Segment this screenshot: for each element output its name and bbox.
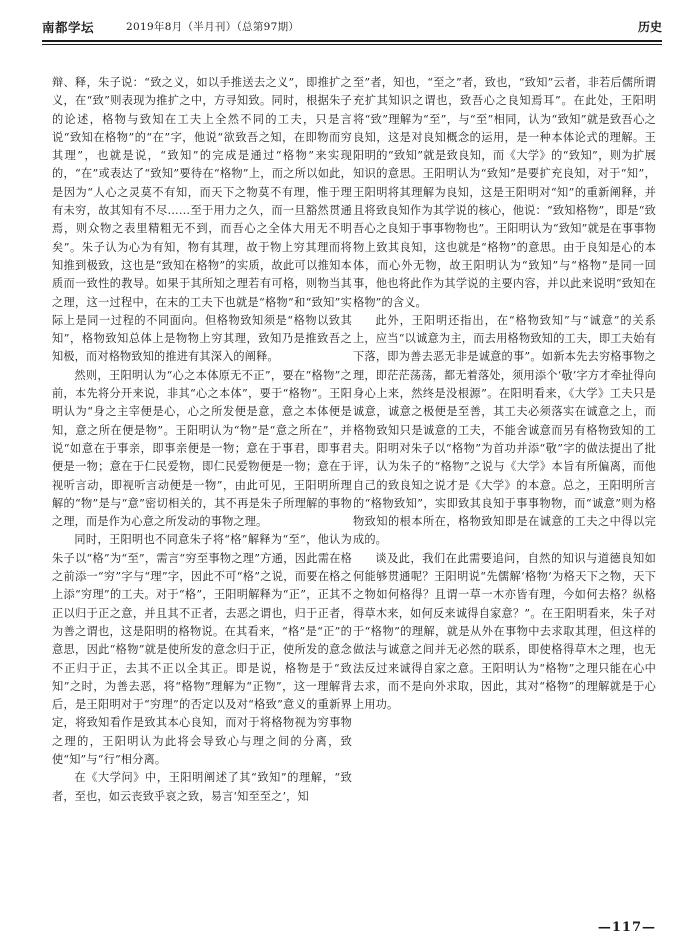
paragraph: 在《大学问》中，王阳明阐述了其“致知”的理解，“致者，至也，如云丧致乎哀之致，易言‘知至至之’，知: [52, 771, 352, 803]
header-rule-thick: [42, 40, 662, 42]
page-header: [42, 12, 662, 46]
paragraph: 谈及此，我们在此需要追问，自然的知识与道德良知如何能够贯通呢？王阳明说“先儒解‘格物’为格天下之物，天下之物如何格得？且谓一草一木亦皆有理，今如何去格？纵格得草木来，如何反来诚得自家意？”。在王阳明看来，朱子对于“格物”的理解，就是从外在事物中去求取其理，但这样的做法与诚意之间并无必然的联系，即使格得草木之理，也无法反过来诚得自家之意。王阳明认为“格物”之理只能在心中去求，而不是向外求取，因此，其对“格物”的理解就是于心上用功。: [353, 551, 656, 712]
paragraph: 辩、释，朱子说：“致之义，如以手推送去之义”，即推扩之义，在“致”则表现为推扩之中，方寻知致。同时，根据朱子的论述，格物与致知在工夫上全然不同的工夫，只是言说“致知在格物”的“在”字，他说“欲致吾之知，在即物而穷其理”，也就是说，“致知”的完成是通过“格物”来实现的，“在”或表达了“致知”要待在“格物”上，而之所以如此，是因为“人心之灵莫不有知，而天下之物莫不有理，惟于理有未穷，故其知有不尽……至于用力之久，而一旦豁然贯通焉，则众物之表里精粗无不到，而吾心之全体大用无不明矣”。朱子认为心为有知，物有其理，故于物上穷其理而将知推到极致，这也是“致知在格物”的实质，故此可以推知本质而一致性的教导。如果于其所知之理若有可格，则物当其之理，这一过程中，在末的工夫下也就是“格物”和“致知”实际上是同一过程的不同面向。但格物致知须是“格物以致其知”，格物致知总体上是物物上穷其理，致知乃是推致吾之知极，而对格物致知的推进有其深入的阐释。: [52, 76, 352, 364]
page-number: —117—: [597, 920, 656, 935]
right-column: [353, 74, 656, 714]
left-column: [52, 74, 352, 806]
issue-info: 2019年8月（半月刊）（总第97期）: [126, 21, 300, 33]
paragraph: 此外，王阳明还指出，在“格物致知”与“诚意”的关系上，应当“以诚意为主，而去用格物致知的工夫，即工夫始有下落，即为善去恶无非是诚意的事”。如新本先去穷格事物之理，即茫茫荡荡，都无着落处，须用添个‘敬’字方才牵扯得向身心上来，然终是没根源”。在阳明看来，《大学》工夫只是诚意，诚意之极便是至善，其工夫必须落实在诚意之上，而格物致知只是诚意的工夫，不能舍诚意而另有格物致知的工夫。阳明对朱子以“格物”为首功并添“敬”字的做法提出了批评，认为朱子的“格物”之说与《大学》本旨有所偏离，而他自己的致良知之说才是《大学》的本意。总之，王阳明所言的“格物致知”，实即致其良知于事事物物，而“诚意”则为格物致知的根本所在，格物致知即是在诚意的工夫之中得以完成的。: [353, 313, 656, 547]
section-label: 历史: [637, 20, 662, 34]
header-rule-thin: [42, 44, 662, 45]
paragraph: 然则，王阳明认为“心之本体原无不正”，要在“格物”之前，本先将分开来说，非其“心之本体”，要于“格物”。王阳明认为“身之主宰便是心，心之所发便是意，意之本体便是知，意之所在便是物”。王阳明认为“物”是“意之所在”，并说“如意在于事亲，即事亲便是一物；意在于事君，即事君便是一物；意在于仁民爱物，即仁民爱物便是一物；意在于视听言动，即视听言动便是一物”，由此可见，王阳明所理解的“物”是与“意”密切相关的，其不再是朱子所理解的事物之理，而是作为心意之所发动的事物之理。: [52, 368, 352, 529]
journal-name: 南都学坛: [42, 20, 95, 35]
paragraph: 至”者，知也，“至之”者，致也，“致知”云者，非若后儒所谓充扩其知识之谓也，致吾心之良知焉耳”。在此处，王阳明将“致”理解为“至”，与“至”相同，认为“致知”就是致吾心之良知，这是对良知概念的运用，是一种本体论式的理解。王阳明的“致知”就是致良知，而《大学》的“致知”，则为扩展知识的意思。王阳明认为“致知”是要扩充良知，对于“知”，王阳明将其理解为良知，这是王阳明对“知”的重新阐释，并且将致良知作为其学说的核心，他说：“致知格物”，即是“致吾心之良知于事事物物也”。王阳明认为“致知”就是在事事物物上致其良知，这也就是“格物”的意思。由于良知是心的本体，而心外无物，故王阳明认为“致知”与“格物”是同一回事，他也将此作为其学说的主要内容，并以此来说明“致知在格物”的含义。: [353, 76, 656, 309]
paragraph: 同时，王阳明也不同意朱子将“格”解释为“至”，他认为朱子以“格”为“至”，需言“穷至事物之理”方通，因此需在格之前添一“穷”字与“理”字，因此不可“格”之说，而要在格之上添“穷理”的工夫。对于“格”，王阳明解释为“正”，正其不正以归于正之意，并且其不正者，去恶之谓也，归于正者，为善之谓也，这是阳明的格物说。在其看来，“格”是“正”的意思，因此“格物”就是使所发的意念归于正，使所发的意念不正归于正，去其不正以全其正。即是说，格物是于“致知”之时，为善去恶，将“格物”理解为“正物”，这一理解背后，是王阳明对于“穷理”的否定以及对“格致”意义的重新界定，将致知看作是致其本心良知，而对于将格物视为穷事物之理的，王阳明认为此将会导致心与理之间的分离，致使“知”与“行”相分离。: [52, 533, 352, 766]
